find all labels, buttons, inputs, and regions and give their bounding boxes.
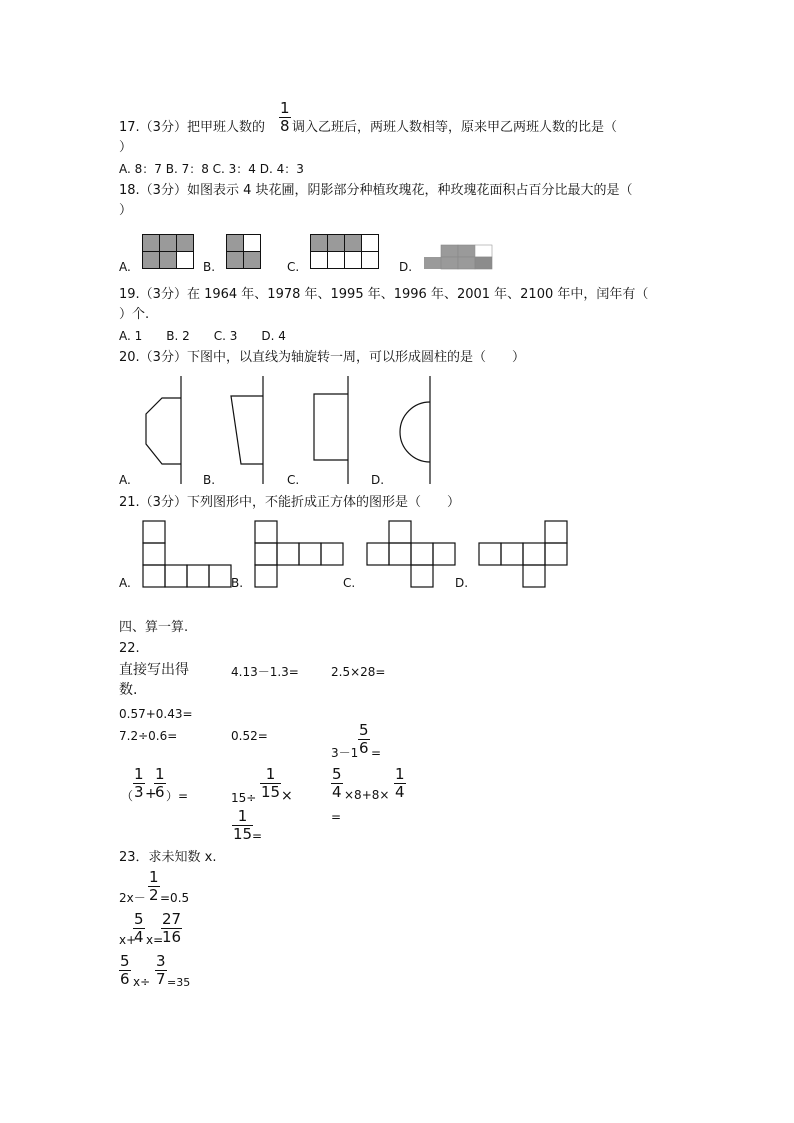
q18-label-c: C. <box>287 260 300 274</box>
q18-label-b: B. <box>203 260 216 274</box>
q20-figure-a-hexagon-half <box>140 376 190 486</box>
q21-figure-d-net <box>478 520 573 590</box>
calc-expr-7-open: （ <box>121 789 134 803</box>
eq3-fraction-2 <box>155 953 167 988</box>
q18-figure-a <box>142 234 194 269</box>
eq2-num1: 5 <box>134 910 144 928</box>
q17-stem-part3: ） <box>119 140 133 155</box>
q20-figure-c-rectangle <box>310 376 360 486</box>
eq2-fraction-2 <box>161 911 182 946</box>
eq3-den1: 6 <box>120 970 130 988</box>
calc-expr-4: 7.2÷0.6= <box>119 729 178 743</box>
calc-expr-1: 4.13－1.3= <box>231 665 299 679</box>
calc-expr-7-num2: 1 <box>155 765 165 783</box>
q21-label-d: D. <box>455 576 469 590</box>
calc-expr-6-prefix: 3－1 <box>331 746 359 760</box>
calc-expr-8-den1: 15 <box>261 783 281 801</box>
q20-label-b: B. <box>203 473 216 487</box>
q20-figure-b-trapezoid <box>225 376 275 486</box>
calc-expr-8-fraction-1 <box>260 766 281 801</box>
eq1-num: 1 <box>149 868 159 886</box>
calc-expr-7-close: ）= <box>166 789 189 803</box>
q18-label-d: D. <box>399 260 413 274</box>
q18-figure-d <box>424 243 496 269</box>
calc-expr-9-den2: 4 <box>395 783 405 801</box>
calc-expr-7-den2: 6 <box>155 783 165 801</box>
q19-stem: 19.（3分）在 1964 年、1978 年、1995 年、1996 年、2001 年、2100 年中，闰年有（ <box>119 287 649 302</box>
q21-stem: 21.（3分）下列图形中，不能折成正方体的图形是（ ） <box>119 495 460 510</box>
calc-expr-6-fraction <box>358 722 370 757</box>
eq1-den: 2 <box>149 886 159 904</box>
q17-options: A. 8：7 B. 7：8 C. 3：4 D. 4：3 <box>119 162 304 176</box>
calc-expr-9-fraction-1 <box>331 766 343 801</box>
calc-expr-7-fraction-2 <box>154 766 166 801</box>
q18-stem: 18.（3分）如图表示 4 块花圃，阴影部分种植玫瑰花，种玫瑰花面积占百分比最大的是（ <box>119 183 633 198</box>
q22-instruction-line1: 直接写出得 <box>119 662 189 678</box>
q20-figure-d-semicircle <box>394 376 444 486</box>
calc-expr-3: 0.57+0.43= <box>119 707 193 721</box>
q18-label-a: A. <box>119 260 131 274</box>
q22-number: 22. <box>119 641 140 656</box>
calc-expr-6-num: 5 <box>359 721 369 739</box>
calc-expr-9-fraction-2 <box>394 766 406 801</box>
eq2-den2: 16 <box>162 928 182 946</box>
calc-expr-8-fraction-2 <box>232 808 253 843</box>
q20-label-a: A. <box>119 473 131 487</box>
q19-stem-end: ）个. <box>119 307 150 322</box>
eq3-num2: 3 <box>156 952 166 970</box>
q21-label-a: A. <box>119 576 131 590</box>
eq3-middle: x÷ <box>133 975 151 989</box>
calc-expr-5: 0.52= <box>231 729 268 743</box>
eq2-fraction-1 <box>133 911 145 946</box>
calc-expr-8-num1: 1 <box>260 766 281 784</box>
calc-expr-6-suffix: = <box>371 746 382 760</box>
q17-frac-num: 1 <box>280 99 290 117</box>
q17-stem-part1: 17.（3分）把甲班人数的 <box>119 120 265 135</box>
eq3-den2: 7 <box>156 970 166 988</box>
calc-expr-9-num1: 5 <box>332 765 342 783</box>
eq3-fraction-1 <box>119 953 131 988</box>
eq3-num1: 5 <box>120 952 130 970</box>
eq1-suffix: =0.5 <box>160 891 190 905</box>
q23-title: 23．求未知数 x. <box>119 850 217 865</box>
calc-expr-7-plus: + <box>145 786 157 802</box>
calc-expr-7-fraction-1 <box>133 766 145 801</box>
q20-label-d: D. <box>371 473 385 487</box>
eq2-prefix: x+ <box>119 933 137 947</box>
eq1-prefix: 2x－ <box>119 891 146 905</box>
q18-stem-end: ） <box>119 203 133 218</box>
calc-expr-9-middle: ×8+8× <box>344 788 390 802</box>
eq2-num2: 27 <box>162 910 182 928</box>
q21-figure-a-net <box>142 520 237 590</box>
calc-expr-8-prefix: 15÷ <box>231 791 257 805</box>
calc-expr-2: 2.5×28= <box>331 665 386 679</box>
calc-expr-8-num2: 1 <box>232 808 253 826</box>
q17-fraction <box>279 100 291 135</box>
calc-expr-8-suffix: = <box>252 829 263 843</box>
q21-label-b: B. <box>231 576 244 590</box>
calc-expr-9-num2: 1 <box>395 765 405 783</box>
calc-expr-7-num1: 1 <box>134 765 144 783</box>
calc-expr-9-den1: 4 <box>332 783 342 801</box>
q20-stem: 20.（3分）下图中，以直线为轴旋转一周，可以形成圆柱的是（ ） <box>119 350 525 365</box>
q21-figure-c-net <box>366 520 461 590</box>
q22-instruction-line2: 数. <box>119 682 138 698</box>
calc-expr-9-suffix: = <box>331 810 342 824</box>
q17-stem-part2: 调入乙班后，两班人数相等，原来甲乙两班人数的比是（ <box>292 120 618 135</box>
q19-options: A. 1 B. 2 C. 3 D. 4 <box>119 329 286 343</box>
eq2-middle: x= <box>146 933 164 947</box>
q17-frac-den: 8 <box>280 117 290 135</box>
q18-figure-b <box>226 234 261 269</box>
calc-expr-8-den2: 15 <box>233 825 253 843</box>
q18-figure-c <box>310 234 379 269</box>
section-title: 四、算一算. <box>119 620 189 635</box>
calc-expr-8-times: × <box>281 788 293 804</box>
q21-figure-b-net <box>254 520 349 590</box>
calc-expr-7-den1: 3 <box>134 783 144 801</box>
eq3-suffix: =35 <box>167 976 191 989</box>
eq2-den1: 4 <box>134 928 144 946</box>
q20-label-c: C. <box>287 473 300 487</box>
calc-expr-6-den: 6 <box>359 739 369 757</box>
q21-label-c: C. <box>343 576 356 590</box>
eq1-fraction <box>148 869 160 904</box>
